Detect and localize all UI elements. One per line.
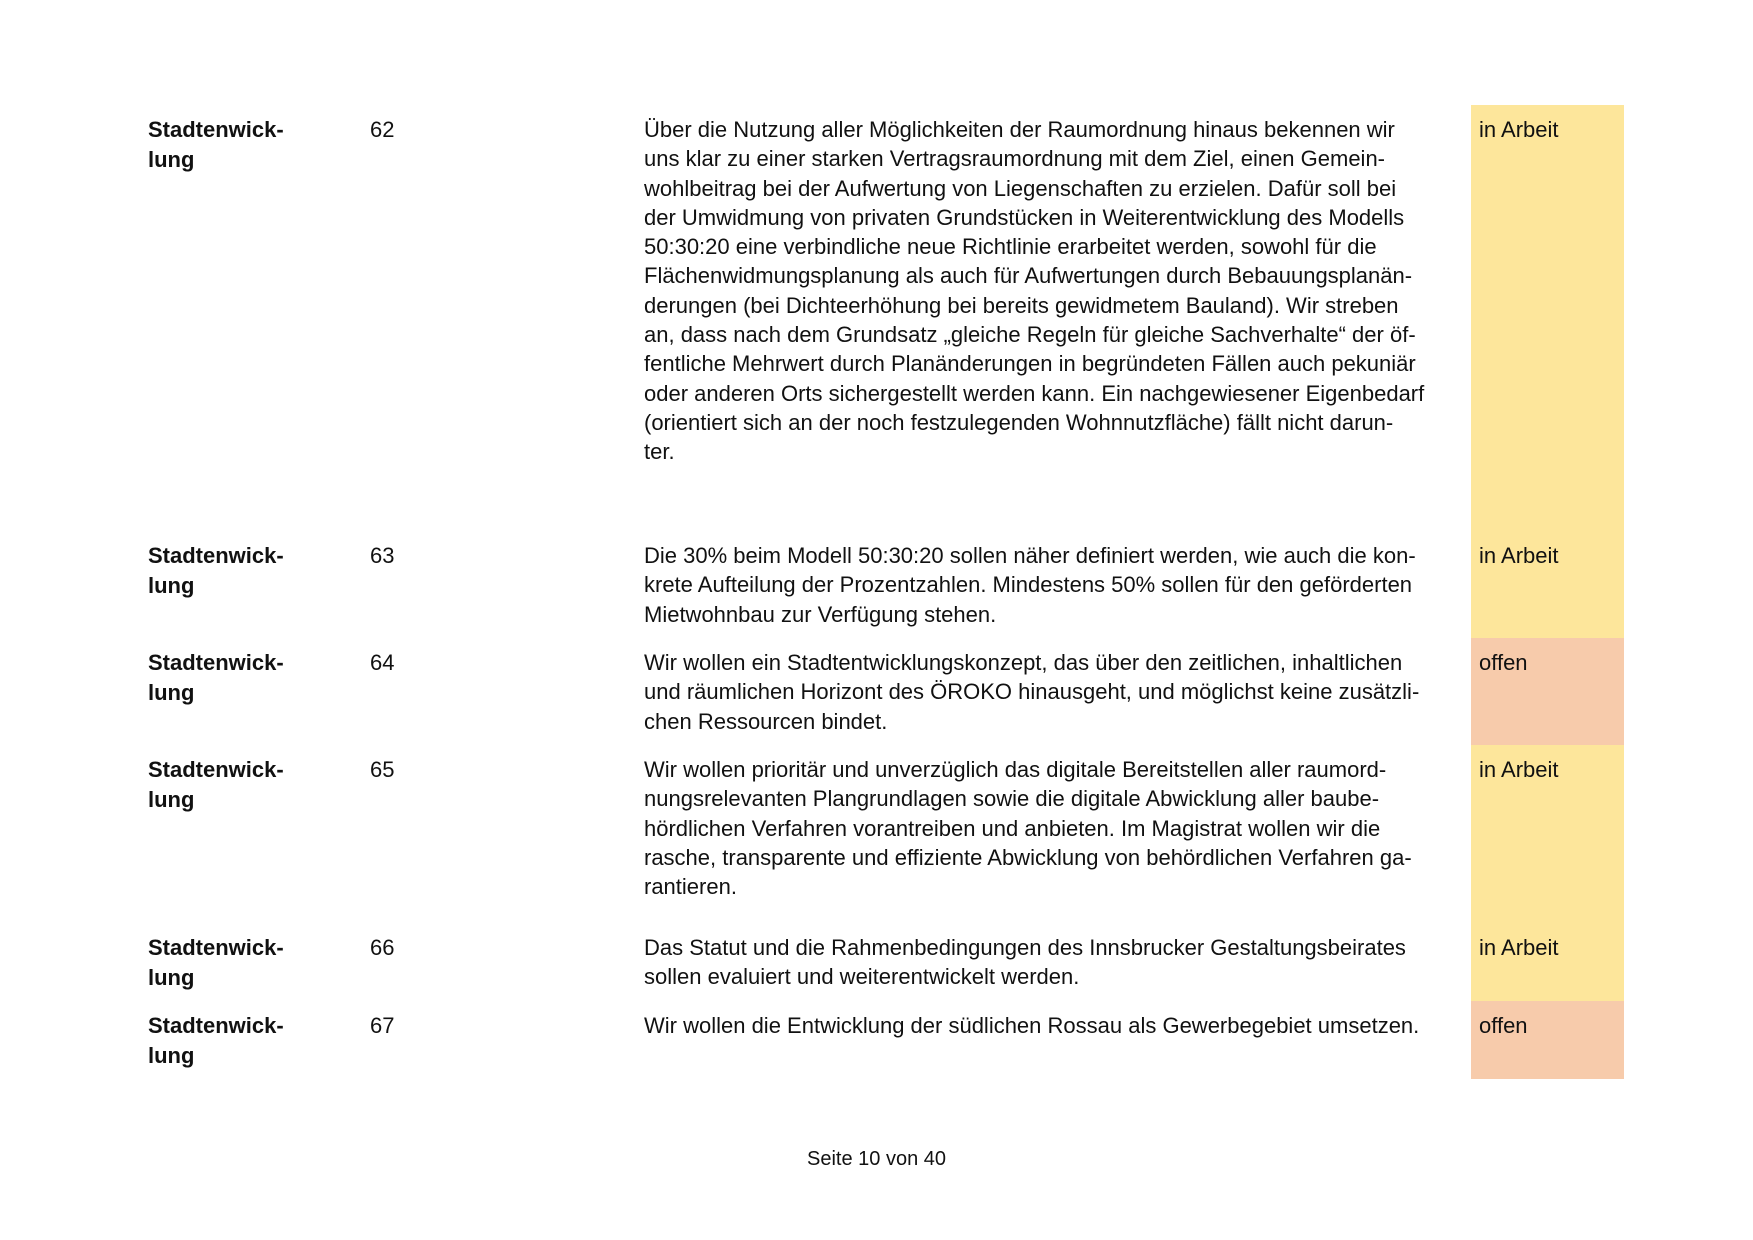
table-row bbox=[0, 638, 1753, 745]
status-cell: offen bbox=[1471, 638, 1624, 745]
status-cell: in Arbeit bbox=[1471, 923, 1624, 1001]
description-line: sollen evaluiert und weiterentwickelt werden. bbox=[644, 964, 1080, 990]
description-line: und räumlichen Horizont des ÖROKO hinausgeht, und möglichst keine zusätzli- bbox=[644, 679, 1420, 705]
table-row bbox=[0, 105, 1753, 531]
category-text: lung bbox=[148, 786, 195, 812]
table-row bbox=[0, 745, 1753, 923]
category-cell bbox=[148, 1011, 348, 1070]
number-cell: 62 bbox=[370, 117, 395, 142]
description-line: oder anderen Orts sichergestellt werden kann. Ein nachgewiesener Eigenbedarf bbox=[644, 380, 1425, 406]
category-text: Stadtenwick- bbox=[148, 117, 284, 142]
description-line: 50:30:20 eine verbindliche neue Richtlinie erarbeitet werden, sowohl für die bbox=[644, 234, 1377, 260]
description-line: an, dass nach dem Grundsatz „gleiche Regeln für gleiche Sachverhalte“ der öf- bbox=[644, 322, 1416, 348]
description-cell bbox=[644, 115, 1470, 467]
table-row bbox=[0, 923, 1753, 1001]
description-line: Flächenwidmungsplanung als auch für Aufwertungen durch Bebauungsplanän- bbox=[644, 263, 1413, 289]
description-cell bbox=[644, 1011, 1470, 1040]
page-number: Seite 10 von 40 bbox=[807, 1148, 946, 1170]
description-line: hördlichen Verfahren vorantreiben und anbieten. Im Magistrat wollen wir die bbox=[644, 815, 1381, 841]
description-line: derungen (bei Dichteerhöhung bei bereits gewidmetem Bauland). Wir streben bbox=[644, 292, 1399, 318]
category-text: Stadtenwick- bbox=[148, 935, 284, 960]
category-text: lung bbox=[148, 1042, 195, 1068]
description-cell bbox=[644, 755, 1470, 901]
description-cell bbox=[644, 933, 1470, 992]
description-line: krete Aufteilung der Prozentzahlen. Mindestens 50% sollen für den geförderten bbox=[644, 572, 1413, 598]
description-line: chen Ressourcen bindet. bbox=[644, 708, 888, 734]
description-cell bbox=[644, 541, 1470, 629]
status-cell: in Arbeit bbox=[1471, 105, 1624, 531]
description-line: (orientiert sich an der noch festzulegenden Wohnnutzfläche) fällt nicht darun- bbox=[644, 409, 1394, 435]
description-line: Wir wollen ein Stadtentwicklungskonzept, das über den zeitlichen, inhaltlichen bbox=[644, 650, 1403, 675]
category-cell bbox=[148, 933, 348, 992]
category-cell bbox=[148, 755, 348, 814]
number-cell: 65 bbox=[370, 757, 395, 782]
number-cell: 66 bbox=[370, 935, 395, 960]
table-row bbox=[0, 531, 1753, 638]
description-line: rasche, transparente und effiziente Abwicklung von behördlichen Verfahren ga- bbox=[644, 844, 1412, 870]
category-cell bbox=[148, 541, 348, 600]
category-text: Stadtenwick- bbox=[148, 543, 284, 568]
description-line: der Umwidmung von privaten Grundstücken in Weiterentwicklung des Modells bbox=[644, 204, 1405, 230]
description-line: Über die Nutzung aller Möglichkeiten der Raumordnung hinaus bekennen wir bbox=[644, 117, 1395, 142]
description-line: fentliche Mehrwert durch Planänderungen in begründeten Fällen auch pekuniär bbox=[644, 351, 1416, 377]
description-line: Das Statut und die Rahmenbedingungen des Innsbrucker Gestaltungsbeirates bbox=[644, 935, 1406, 960]
category-text: lung bbox=[148, 964, 195, 990]
number-cell: 67 bbox=[370, 1013, 395, 1038]
category-text: Stadtenwick- bbox=[148, 650, 284, 675]
description-line: wohlbeitrag bei der Aufwertung von Liegenschaften zu erzielen. Dafür soll bei bbox=[644, 175, 1397, 201]
number-cell: 63 bbox=[370, 543, 395, 568]
status-cell: in Arbeit bbox=[1471, 745, 1624, 923]
description-line: rantieren. bbox=[644, 874, 737, 900]
description-cell bbox=[644, 648, 1470, 736]
description-line: uns klar zu einer starken Vertragsraumordnung mit dem Ziel, einen Gemein- bbox=[644, 146, 1386, 172]
category-cell bbox=[148, 648, 348, 707]
category-text: lung bbox=[148, 679, 195, 705]
status-cell: offen bbox=[1471, 1001, 1624, 1079]
number-cell: 64 bbox=[370, 650, 395, 675]
description-line: nungsrelevanten Plangrundlagen sowie die digitale Abwicklung aller baube- bbox=[644, 786, 1380, 812]
description-line: Wir wollen die Entwicklung der südlichen Rossau als Gewerbegebiet umsetzen. bbox=[644, 1013, 1420, 1038]
category-cell bbox=[148, 115, 348, 174]
table-row bbox=[0, 1001, 1753, 1079]
category-text: lung bbox=[148, 572, 195, 598]
description-line: Die 30% beim Modell 50:30:20 sollen näher definiert werden, wie auch die kon- bbox=[644, 543, 1416, 568]
description-line: Mietwohnbau zur Verfügung stehen. bbox=[644, 601, 997, 627]
category-text: Stadtenwick- bbox=[148, 1013, 284, 1038]
category-text: Stadtenwick- bbox=[148, 757, 284, 782]
description-line: ter. bbox=[644, 439, 675, 465]
status-cell: in Arbeit bbox=[1471, 531, 1624, 638]
category-text: lung bbox=[148, 146, 195, 172]
description-line: Wir wollen prioritär und unverzüglich das digitale Bereitstellen aller raumord- bbox=[644, 757, 1387, 782]
